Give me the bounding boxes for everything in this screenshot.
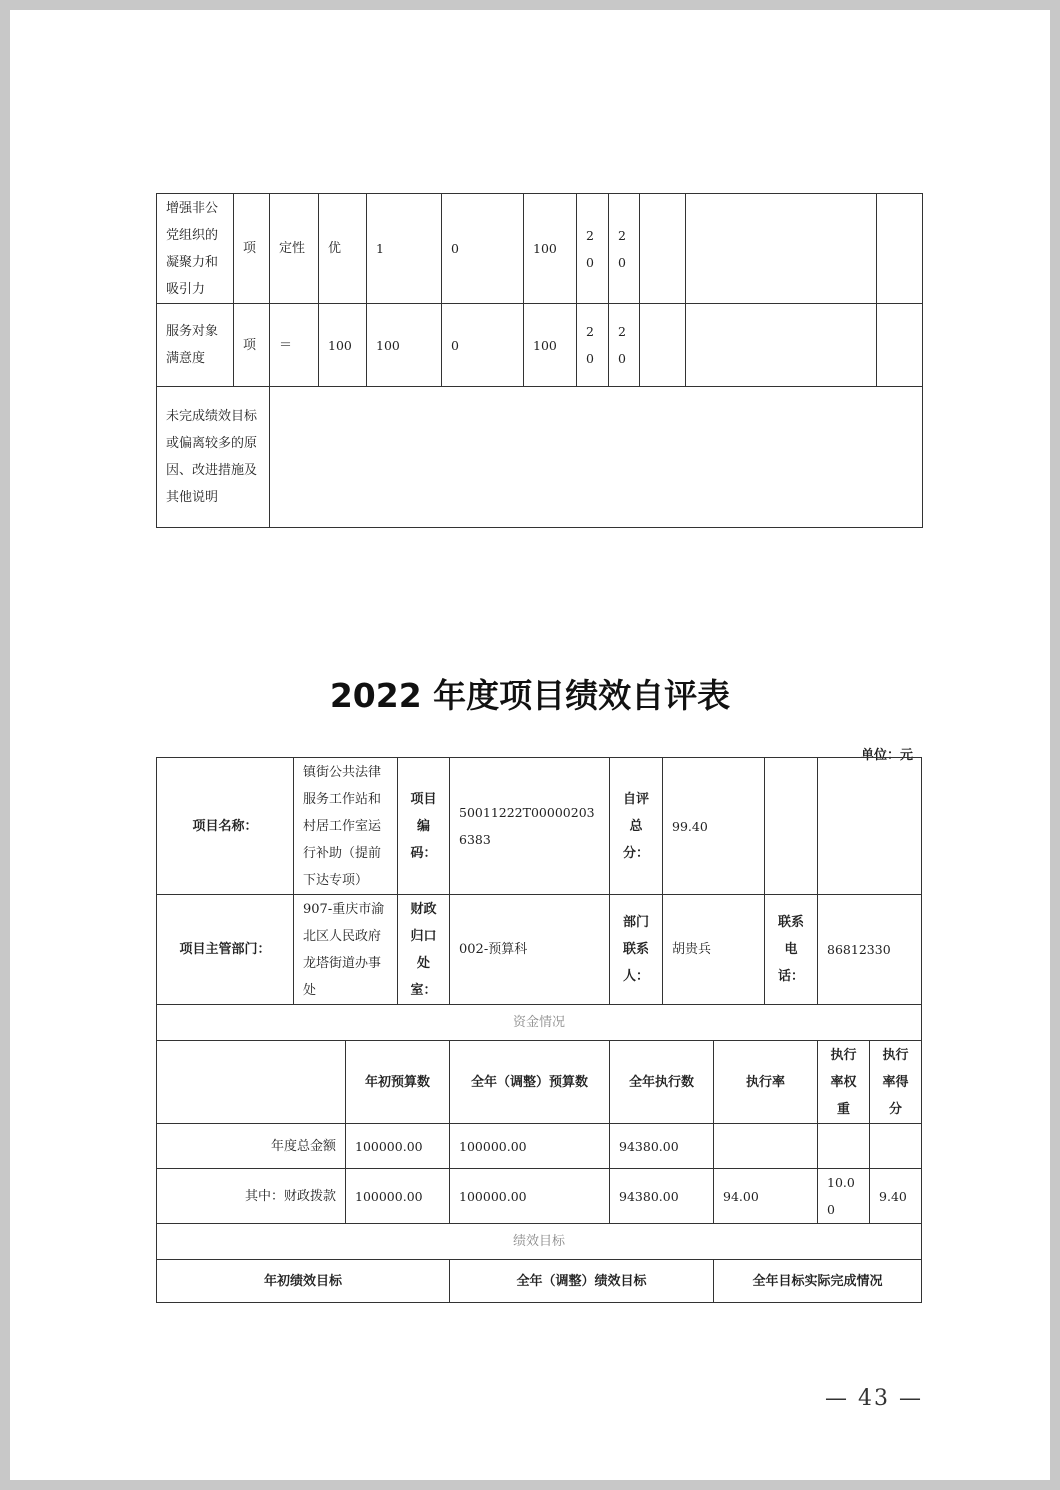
document-page <box>10 10 1050 1480</box>
funds-weight <box>818 1124 870 1169</box>
funds-weight: 10.00 <box>818 1169 870 1224</box>
remarks-row <box>157 387 923 528</box>
evaluation-table <box>156 757 922 1303</box>
funds-header: 执行率 <box>714 1041 818 1124</box>
self-score-value: 99.40 <box>663 758 765 895</box>
funds-executed: 94380.00 <box>610 1169 714 1224</box>
remarks-value <box>270 387 923 528</box>
project-code-label: 项目编码： <box>398 758 450 895</box>
funds-score <box>870 1124 922 1169</box>
indicator-rate: 100 <box>524 194 577 304</box>
funds-header: 全年执行数 <box>610 1041 714 1124</box>
indicator-unit: 项 <box>234 304 270 387</box>
funds-header-row <box>157 1041 922 1124</box>
project-name-label: 项目名称： <box>157 758 294 895</box>
funds-rate <box>714 1124 818 1169</box>
indicator-nature: ＝ <box>270 304 319 387</box>
indicator-score: 20 <box>609 194 640 304</box>
indicator-unit: 项 <box>234 194 270 304</box>
funds-adjusted: 100000.00 <box>450 1169 610 1224</box>
unit-label: 单位：元 <box>860 748 913 763</box>
performance-header: 全年目标实际完成情况 <box>714 1260 922 1303</box>
phone-label: 联系电话： <box>765 895 818 1005</box>
funds-row <box>157 1169 922 1224</box>
funds-header: 年初预算数 <box>346 1041 450 1124</box>
indicator-weight: 20 <box>577 304 609 387</box>
funds-initial: 100000.00 <box>346 1124 450 1169</box>
indicator-empty-cell <box>686 304 877 387</box>
funds-header: 全年（调整）预算数 <box>450 1041 610 1124</box>
dept-value: 907-重庆市渝北区人民政府龙塔街道办事处 <box>294 895 398 1005</box>
performance-header-row <box>157 1260 922 1303</box>
indicator-name: 服务对象满意度 <box>157 304 234 387</box>
indicator-actual: 1 <box>367 194 442 304</box>
indicator-deviation: 0 <box>442 304 524 387</box>
funds-section-row <box>157 1005 922 1041</box>
indicator-weight: 20 <box>577 194 609 304</box>
page-number: — 43 — <box>825 1386 923 1411</box>
funds-adjusted: 100000.00 <box>450 1124 610 1169</box>
indicator-empty-cell <box>640 194 686 304</box>
empty-cell <box>157 1041 346 1124</box>
empty-cell <box>765 758 818 895</box>
performance-header: 年初绩效目标 <box>157 1260 450 1303</box>
project-name-value: 镇街公共法律服务工作站和村居工作室运行补助（提前下达专项） <box>294 758 398 895</box>
indicator-actual: 100 <box>367 304 442 387</box>
funds-header: 执行率权重 <box>818 1041 870 1124</box>
performance-section-label: 绩效目标 <box>157 1224 922 1260</box>
funds-row-label: 其中：财政拨款 <box>157 1169 346 1224</box>
empty-cell <box>818 758 922 895</box>
finance-office-value: 002-预算科 <box>450 895 610 1005</box>
indicator-table <box>156 193 923 528</box>
indicator-target: 优 <box>319 194 367 304</box>
funds-score: 9.40 <box>870 1169 922 1224</box>
phone-value: 86812330 <box>818 895 922 1005</box>
self-score-label: 自评总分： <box>610 758 663 895</box>
remarks-label: 未完成绩效目标或偏离较多的原因、改进措施及其他说明 <box>157 387 270 528</box>
contact-value: 胡贵兵 <box>663 895 765 1005</box>
indicator-empty-cell <box>877 304 923 387</box>
indicator-row <box>157 304 923 387</box>
funds-row-label: 年度总金额 <box>157 1124 346 1169</box>
project-code-value: 50011222T000002036383 <box>450 758 610 895</box>
indicator-empty-cell <box>877 194 923 304</box>
funds-executed: 94380.00 <box>610 1124 714 1169</box>
dept-label: 项目主管部门： <box>157 895 294 1005</box>
page-title: 2022 年度项目绩效自评表 <box>329 676 731 715</box>
indicator-score: 20 <box>609 304 640 387</box>
performance-section-row <box>157 1224 922 1260</box>
funds-header: 执行率得分 <box>870 1041 922 1124</box>
indicator-empty-cell <box>686 194 877 304</box>
performance-header: 全年（调整）绩效目标 <box>450 1260 714 1303</box>
indicator-row <box>157 194 923 304</box>
funds-rate: 94.00 <box>714 1169 818 1224</box>
finance-office-label: 财政归口处室： <box>398 895 450 1005</box>
funds-row <box>157 1124 922 1169</box>
indicator-target: 100 <box>319 304 367 387</box>
funds-section-label: 资金情况 <box>157 1005 922 1041</box>
funds-initial: 100000.00 <box>346 1169 450 1224</box>
indicator-nature: 定性 <box>270 194 319 304</box>
indicator-empty-cell <box>640 304 686 387</box>
contact-label: 部门联系人： <box>610 895 663 1005</box>
indicator-deviation: 0 <box>442 194 524 304</box>
department-row <box>157 895 922 1005</box>
indicator-name: 增强非公党组织的凝聚力和吸引力 <box>157 194 234 304</box>
indicator-rate: 100 <box>524 304 577 387</box>
project-name-row <box>157 758 922 895</box>
